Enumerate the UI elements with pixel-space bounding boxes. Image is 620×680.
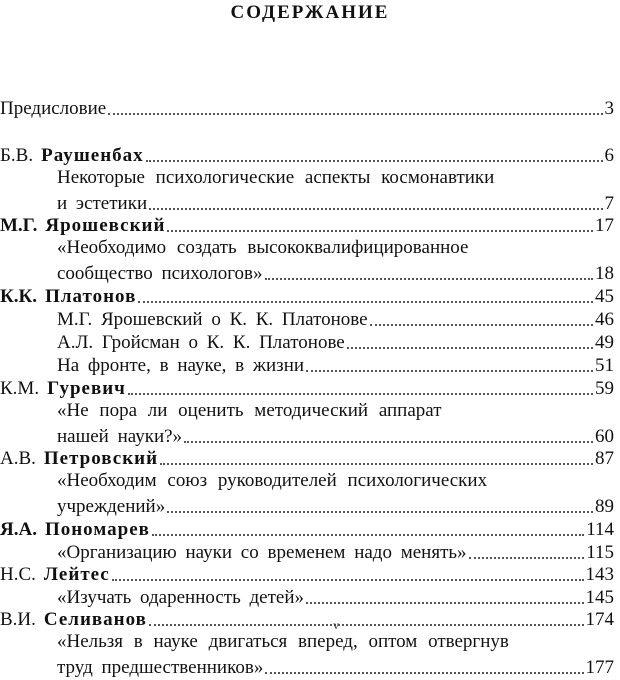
toc-item[interactable] (57, 353, 614, 377)
page-number: 115 (586, 542, 614, 563)
toc-entry-preface[interactable] (0, 96, 614, 120)
author-initials: Н.С. (0, 564, 36, 585)
author-name (0, 448, 158, 470)
toc-entry-author[interactable] (0, 213, 614, 237)
toc-item[interactable] (57, 494, 614, 518)
toc-item-label: «Организацию науки со временем надо менять» (57, 542, 467, 563)
author-name (0, 286, 136, 308)
author-initials: К.К. (0, 286, 38, 307)
dot-leader (469, 557, 585, 559)
toc-item-label: и эстетики (57, 193, 148, 214)
dot-leader (370, 324, 593, 326)
page-number: 3 (604, 98, 614, 119)
toc-entry-author[interactable] (0, 143, 614, 167)
toc-item-label: учреждений» (57, 496, 166, 517)
toc-entry-author[interactable] (0, 284, 614, 308)
author-surname: Лейтес (43, 564, 110, 585)
author-surname: Петровский (43, 448, 159, 469)
page-number: 60 (595, 426, 614, 447)
dot-leader (138, 301, 593, 303)
page-number: 17 (595, 215, 614, 236)
page-number: 59 (595, 378, 614, 399)
page-number: 7 (604, 193, 614, 214)
toc-item-title-line: «Нельзя в науке двигаться вперед, оптом отвергнув (57, 631, 509, 652)
dot-leader (167, 511, 593, 513)
toc-item-label: нашей науки?» (57, 426, 183, 447)
toc-item[interactable] (57, 655, 614, 679)
dot-leader (265, 672, 583, 674)
dot-leader (128, 393, 593, 395)
dot-leader (306, 370, 593, 372)
dot-leader (167, 230, 593, 232)
dot-leader (347, 347, 593, 349)
stray-mark: v (333, 618, 339, 632)
toc-item[interactable] (57, 585, 614, 609)
page-number: 46 (595, 309, 614, 330)
dot-leader (152, 534, 584, 536)
toc-entry-author[interactable] (0, 376, 614, 400)
toc-item-label: сообщество психологов» (57, 263, 263, 284)
author-initials: М.Г. (0, 215, 38, 236)
author-surname: Платонов (45, 286, 137, 307)
toc-item-label: М.Г. Ярошевский о К. К. Платонове (57, 309, 368, 330)
author-initials: Я.А. (0, 519, 37, 540)
dot-leader (108, 113, 602, 115)
dot-leader (184, 441, 593, 443)
page-title: СОДЕРЖАНИЕ (230, 2, 390, 23)
page-number: 87 (595, 448, 614, 469)
author-surname: Ярошевский (45, 215, 166, 236)
toc-item[interactable] (57, 307, 614, 331)
page-number: 143 (585, 564, 614, 585)
author-surname: Селиванов (43, 609, 147, 630)
author-name (0, 564, 110, 586)
toc-item[interactable] (57, 330, 614, 354)
dot-leader (149, 208, 602, 210)
toc-item[interactable] (57, 424, 614, 448)
dot-leader (160, 463, 593, 465)
dot-leader (265, 278, 593, 280)
toc-entry-label: Предисловие (0, 98, 107, 119)
page-number: 89 (595, 496, 614, 517)
page-number: 145 (585, 587, 614, 608)
toc-item-label: А.Л. Гройсман о К. К. Платонове (57, 332, 345, 353)
toc-entry-author[interactable] (0, 517, 614, 541)
author-initials: К.М. (0, 378, 40, 399)
page-number: 49 (595, 332, 614, 353)
toc-item[interactable] (57, 261, 614, 285)
dot-leader (112, 579, 584, 581)
author-name (0, 378, 126, 400)
page-number: 177 (585, 657, 614, 678)
author-initials: В.И. (0, 609, 36, 630)
author-initials: А.В. (0, 448, 36, 469)
dot-leader (306, 602, 584, 604)
author-name (0, 145, 144, 167)
dot-leader (146, 160, 603, 162)
toc-item[interactable] (57, 540, 614, 564)
toc-item-title-line: «Не пора ли оценить методический аппарат (57, 400, 442, 421)
author-surname: Гуревич (47, 378, 126, 399)
toc-entry-author[interactable] (0, 607, 614, 631)
toc-entry-author[interactable] (0, 446, 614, 470)
page-number: 18 (595, 263, 614, 284)
author-name (0, 519, 150, 541)
toc-item-label: «Изучать одаренность детей» (57, 587, 304, 608)
page-number: 51 (595, 355, 614, 376)
toc-item-title-line: «Необходим союз руководителей психологических (57, 470, 488, 491)
toc-entry-author[interactable] (0, 562, 614, 586)
author-name (0, 609, 147, 631)
author-surname: Раушенбах (41, 145, 144, 166)
author-surname: Пономарев (44, 519, 150, 540)
toc-item-title-line: «Необходимо создать высококвалифицированное (57, 237, 469, 258)
toc-item-label: труд предшественников» (57, 657, 264, 678)
author-initials: Б.В. (0, 145, 34, 166)
page-number: 114 (586, 519, 614, 540)
page-number: 45 (595, 286, 614, 307)
toc-item[interactable] (57, 191, 614, 215)
toc-item-label: На фронте, в науке, в жизни (57, 355, 305, 376)
dot-leader (149, 624, 584, 626)
author-name (0, 215, 165, 237)
page-number: 174 (585, 609, 614, 630)
page-number: 6 (604, 145, 614, 166)
toc-item-title-line: Некоторые психологические аспекты космонавтики (57, 167, 495, 188)
